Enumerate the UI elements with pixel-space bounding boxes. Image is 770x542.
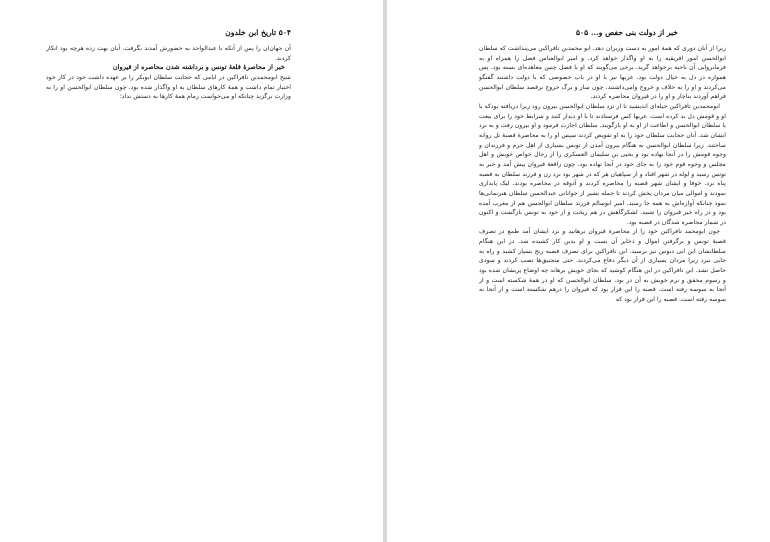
page-header: خبر از دولت بنی حفص و... ۵۰۵ [575,28,678,37]
paragraph: ابومحمدبن تافراکین حیله‌ای اندیشید تا از نزد سلطان ابوالحسن بیرون رود زیرا دریافته بودکه با او و قومش دل بد کرده است. عربها کس فرستادند تا با او دیدار کنند و شرایط خود را برای بیعت با سلطان ابوالحسن و اطاعت از او به او بازگویند. سلطان اجازت فرمود و او بیرون رفت و به نزد ایشان شد. آنان حجابت سلطان خود را به او تفویض کردند سپس او را به محاصرهٔ قصبهٔ تل روانه ساختند. زیرا سلطان ابوالحسن به هنگام بیرون آمدن از تونس بسیاری از اهل حرم و فرزندان و وجوه قومش را در آنجا نهاده بود و یحیی بن سلیمان العسکری را از رجال خواص خویش و اهل مجلس و وجوه قوم خود را به جای خود در آنجا نهاده بود. چون زاقعهٔ قیروان پیش آمد و خبر به تونس رسید و لوله در شهر افتاد و از سپاهیان هر که در شهر بود نزد زن و فرزند سلطان به قصبه پناه برد. خوفا و ایشان شهر قصبه را محاصره کردند و آذوقه در محاصره بودند. لیک پایداری نمودند و اموالی میان مردان پخش کردند تا جمله بشیر از جوانانی عبدالحسن سلطان هنرنمایی‌ها نمود چنانکه آوازه‌اش به همه جا رسید. امیر ابوسالم فرزند سلطان ابوالحسن هم از مغرب آمده بود و در راه خیر قیروان را شنید. لشکرگاهش در هم ریخت و از خود به تونس بازگشت و اکنون در شمار محاصره شدگان در قصبه بود. [479,102,726,226]
section-title: خبر از محاصرهٔ قلعهٔ تونس و برداشته شدن محاصره از قیروان [112,63,285,72]
paragraph: آن جهان‌ان را پس از آنکه با عبدالواحد به حضورش آمدند بگرفت. آنان بهت زده هرچه بود انکار کردند. [46,45,291,62]
right-page [387,0,770,542]
page-header: ۵۰۴ تاریخ ابن خلدون [225,28,291,37]
paragraph: زیرا از آنان دوری که همهٔ امور به دست وزیران دهد. ابو محمدبن تافراکین می‌پنداشت که سلطان ابوالحسن امور افریقیه را به او واگذار خواهد کرد. و امیر ابوالعباس فضل را همراه او به فرمانروایی آن ناحیه برخواهد گزید. برخی می‌گویند که او با فضل چنین معاهده‌ای بسته بود. پس همواره در دل به خیال دولت بود. عربها نیز با او در باب خصوصی که با دولت داشتند گفتگو می‌کردند و او را به خلاف و خروج وامی‌داشتند. چون ساز و برگ خروج برقصد سلطان ابوالحسن فراهم آوردند بناچار و او را در قیروان محاصره کردند. [479,45,726,101]
paragraph: چون ابومحمد تافراکین خود را از محاصرهٔ قیروان برهانید و نزد ایشان آمد طمع در تصرف قصبهٔ تونس و برگرفتن اموال و ذخایر آن بست و او بدین کار کشیده شد. در این هنگام سلطانشان ابن ابی دبوس نیز برسید. ابن تافراکین برای تصرف قصبه رنج بسیار کشید و راه به جایی نبرد زیرا مردان بسیاری از آن دیگر دفاع می‌کردند. حتی منجنیق‌ها نصب کردند و سودی حاصل نشد. ابن تافراکین در این هنگام کوشید که بجای خویش برهاند چه اوضاع پریشان شده بود و رسوم محقق و نرم خویش به آن در بود. سلطان ابوالحسن که او در همهٔ شکسته است و از آنجا به سوسه رفته است. قصبه را این قرار بود که قیروان را درهم شکسته است و از آنجا به سوسه رفته است. قصبه را این قرار بود که [479,228,726,304]
paragraph: شیخ ابومحمدبن تافراکین در ایامی که حجابت سلطان ابوبکر را بر عهده داشت خود در کار خود اختیار تمام داشت و همهٔ کارهای سلطان به او واگذار شده بود. چون سلطان ابوالحسن او را به وزارت برگزید چنانکه او می‌خواست زمام همهٔ کارها به دستش نداد؛ [46,73,291,101]
page-body [46,44,291,102]
page-body [479,44,726,305]
left-page [0,0,383,542]
